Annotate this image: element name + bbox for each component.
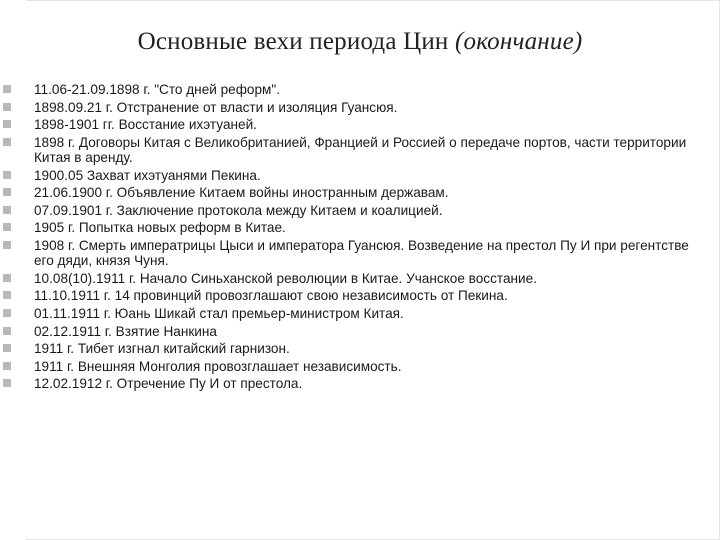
- list-item-text: 1911 г. Внешняя Монголия провозглашает независимость.: [34, 358, 402, 374]
- list-item-text: 10.08(10).1911 г. Начало Синьханской революции в Китае. Учанское восстание.: [34, 270, 537, 286]
- list-item-text: 1908 г. Смерть императрицы Цыси и императора Гуансюя. Возведение на престол Пу И при регентстве его дяди, князя Чуня.: [34, 237, 689, 269]
- slide-title-main: Основные вехи периода Цин: [137, 28, 449, 55]
- list-item-text: 02.12.1911 г. Взятие Нанкина: [34, 323, 217, 339]
- list-item: [0, 117, 720, 132]
- square-bullet-icon: [3, 327, 11, 335]
- list-item-text: 11.06-21.09.1898 г. "Сто дней реформ".: [34, 82, 280, 97]
- square-bullet-icon: [3, 188, 11, 196]
- list-item: [0, 306, 720, 321]
- square-bullet-icon: [3, 138, 11, 146]
- list-item: [0, 288, 720, 303]
- list-item: [0, 82, 720, 97]
- list-item-text: 12.02.1912 г. Отречение Пу И от престола.: [34, 376, 303, 392]
- list-item: [0, 376, 720, 391]
- square-bullet-icon: [3, 171, 11, 179]
- slide-title-subtitle: (окончание): [454, 28, 583, 55]
- list-item: [0, 185, 720, 200]
- square-bullet-icon: [3, 291, 11, 299]
- list-item: [0, 324, 720, 339]
- list-item-text: 1898-1901 гг. Восстание ихэтуаней.: [34, 117, 257, 133]
- list-item: [0, 359, 720, 374]
- list-item: [0, 168, 720, 183]
- list-item: [0, 341, 720, 356]
- list-item-text: 11.10.1911 г. 14 провинций провозглашают свою независимость от Пекина.: [34, 288, 508, 304]
- list-item: [0, 271, 720, 286]
- list-item-text: 1898 г. Договоры Китая с Великобританией, Францией и Россией о передаче портов, части территории Китая в аренду.: [34, 134, 687, 165]
- square-bullet-icon: [3, 344, 11, 352]
- square-bullet-icon: [3, 362, 11, 370]
- square-bullet-icon: [3, 206, 11, 214]
- square-bullet-icon: [3, 85, 11, 93]
- list-item-text: 1900.05 Захват ихэтуанями Пекина.: [34, 167, 261, 183]
- slide-title: [0, 28, 720, 56]
- events-list: [0, 82, 720, 394]
- list-item-text: 1898.09.21 г. Отстранение от власти и изоляция Гуансюя.: [34, 99, 398, 115]
- square-bullet-icon: [3, 309, 11, 317]
- square-bullet-icon: [3, 241, 11, 249]
- list-item: [0, 220, 720, 235]
- list-item: [0, 238, 720, 268]
- list-item: [0, 203, 720, 218]
- list-item: [0, 100, 720, 115]
- list-item-text: 01.11.1911 г. Юань Шикай стал премьер-министром Китая.: [34, 305, 404, 321]
- square-bullet-icon: [3, 103, 11, 111]
- list-item-text: 1905 г. Попытка новых реформ в Китае.: [34, 220, 286, 236]
- list-item: [0, 135, 720, 165]
- square-bullet-icon: [3, 223, 11, 231]
- square-bullet-icon: [3, 120, 11, 128]
- square-bullet-icon: [3, 274, 11, 282]
- list-item-text: 07.09.1901 г. Заключение протокола между Китаем и коалицией.: [34, 202, 443, 218]
- list-item-text: 1911 г. Тибет изгнал китайский гарнизон.: [34, 341, 290, 357]
- square-bullet-icon: [3, 379, 11, 387]
- list-item-text: 21.06.1900 г. Объявление Китаем войны иностранным державам.: [34, 185, 449, 201]
